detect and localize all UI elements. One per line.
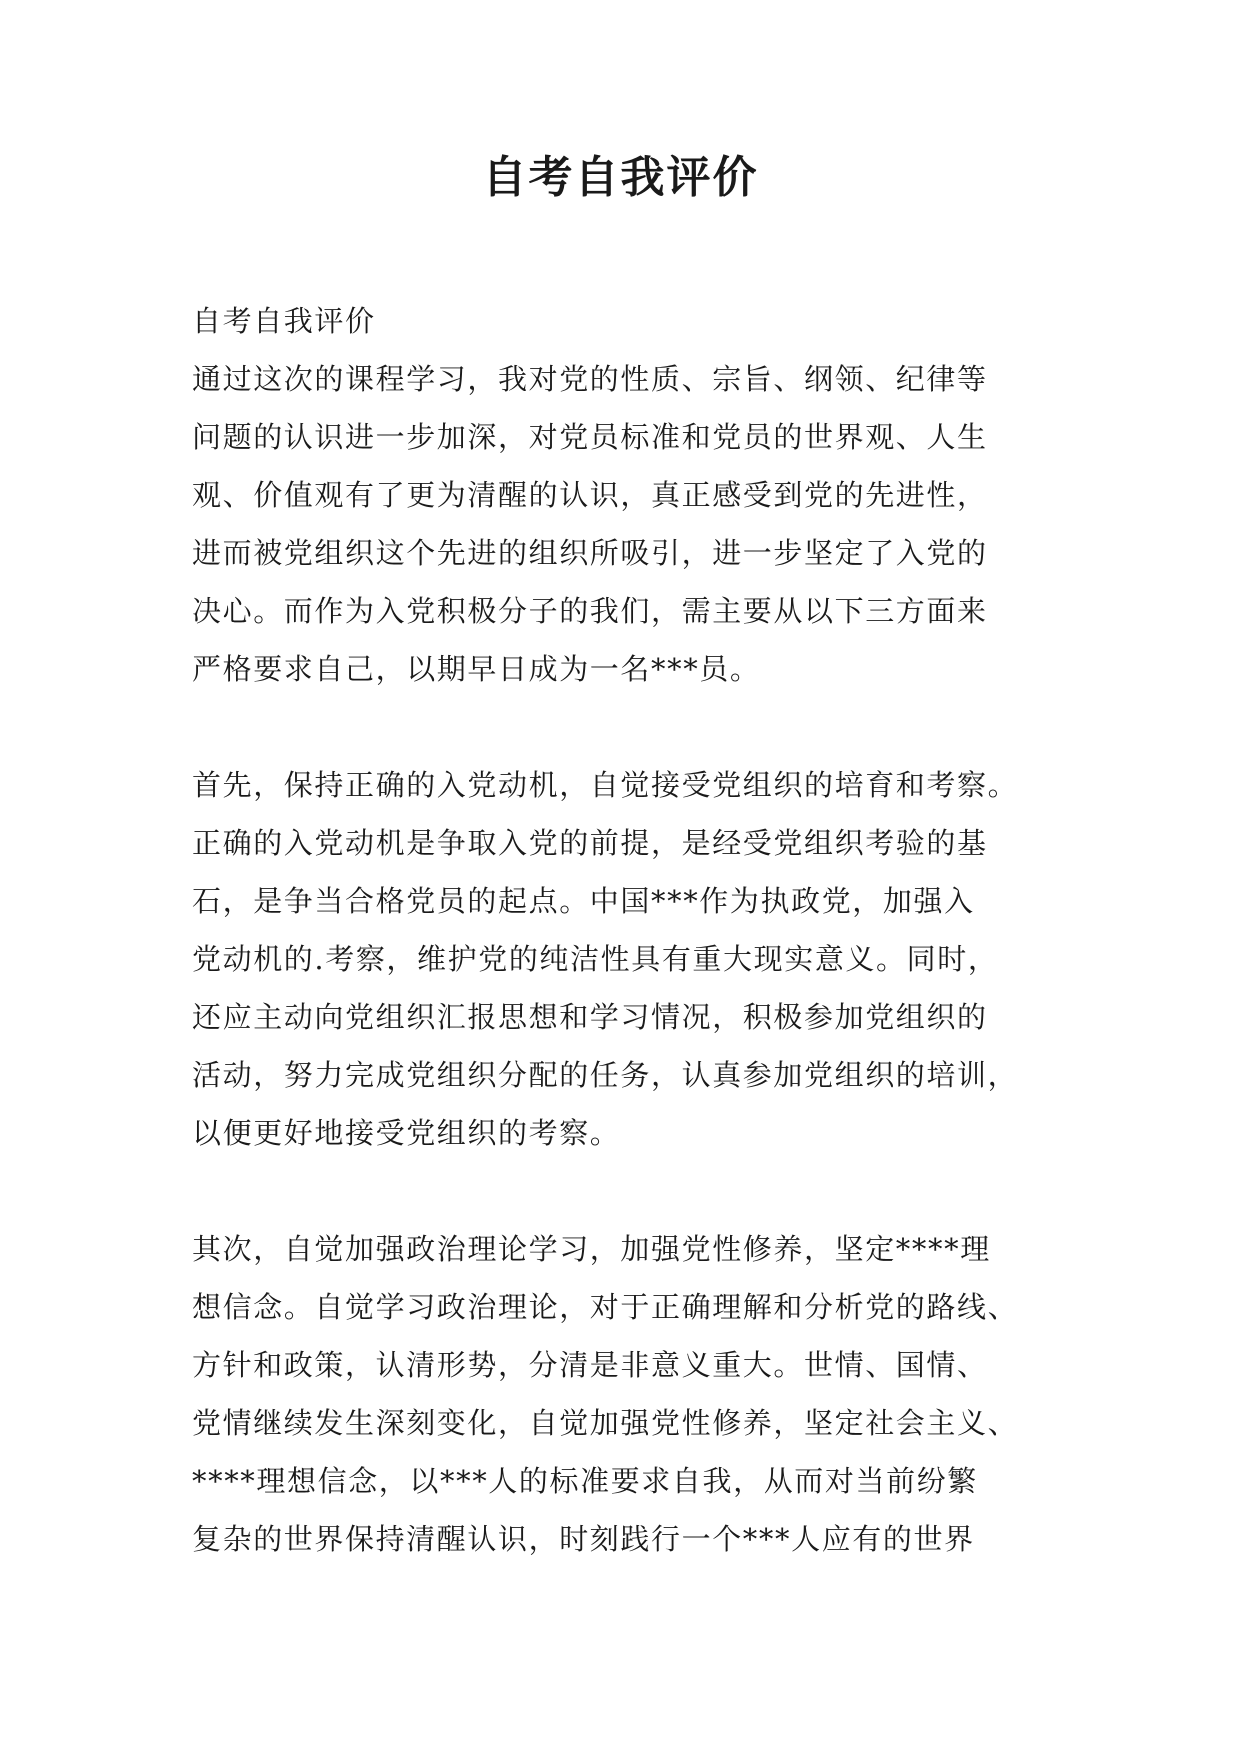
body-line: ****理想信念，以***人的标准要求自我，从而对当前纷繁 xyxy=(192,1464,978,1498)
body-line: 党情继续发生深刻变化，自觉加强党性修养，坚定社会主义、 xyxy=(192,1406,1019,1440)
body-line: 党动机的.考察，维护党的纯洁性具有重大现实意义。同时， xyxy=(192,942,999,976)
paragraph-gap xyxy=(192,1162,1062,1220)
body-line: 活动，努力完成党组织分配的任务，认真参加党组织的培训， xyxy=(192,1058,1019,1092)
document-body xyxy=(192,292,1062,1568)
body-line: 正确的入党动机是争取入党的前提，是经受党组织考验的基 xyxy=(192,826,988,860)
body-line: 问题的认识进一步加深，对党员标准和党员的世界观、人生 xyxy=(192,420,988,454)
body-line: 观、价值观有了更为清醒的认识，真正感受到党的先进性， xyxy=(192,478,988,512)
body-line: 进而被党组织这个先进的组织所吸引，进一步坚定了入党的 xyxy=(192,536,988,570)
body-line: 严格要求自己，以期早日成为一名***员。 xyxy=(192,652,761,686)
body-line: 复杂的世界保持清醒认识，时刻践行一个***人应有的世界 xyxy=(192,1522,975,1556)
body-line: 石，是争当合格党员的起点。中国***作为执政党，加强入 xyxy=(192,884,975,918)
body-line: 决心。而作为入党积极分子的我们，需主要从以下三方面来 xyxy=(192,594,988,628)
body-line: 方针和政策，认清形势，分清是非意义重大。世情、国情、 xyxy=(192,1348,988,1382)
body-line: 还应主动向党组织汇报思想和学习情况，积极参加党组织的 xyxy=(192,1000,988,1034)
body-line: 其次，自觉加强政治理论学习，加强党性修养，坚定****理 xyxy=(192,1232,991,1266)
body-line: 首先，保持正确的入党动机，自觉接受党组织的培育和考察。 xyxy=(192,768,1019,802)
body-line: 自考自我评价 xyxy=(192,304,376,338)
body-line: 以便更好地接受党组织的考察。 xyxy=(192,1116,621,1150)
document-title: 自考自我评价 xyxy=(482,152,759,203)
body-line: 通过这次的课程学习，我对党的性质、宗旨、纲领、纪律等 xyxy=(192,362,988,396)
paragraph-gap xyxy=(192,698,1062,756)
body-line: 想信念。自觉学习政治理论，对于正确理解和分析党的路线、 xyxy=(192,1290,1019,1324)
